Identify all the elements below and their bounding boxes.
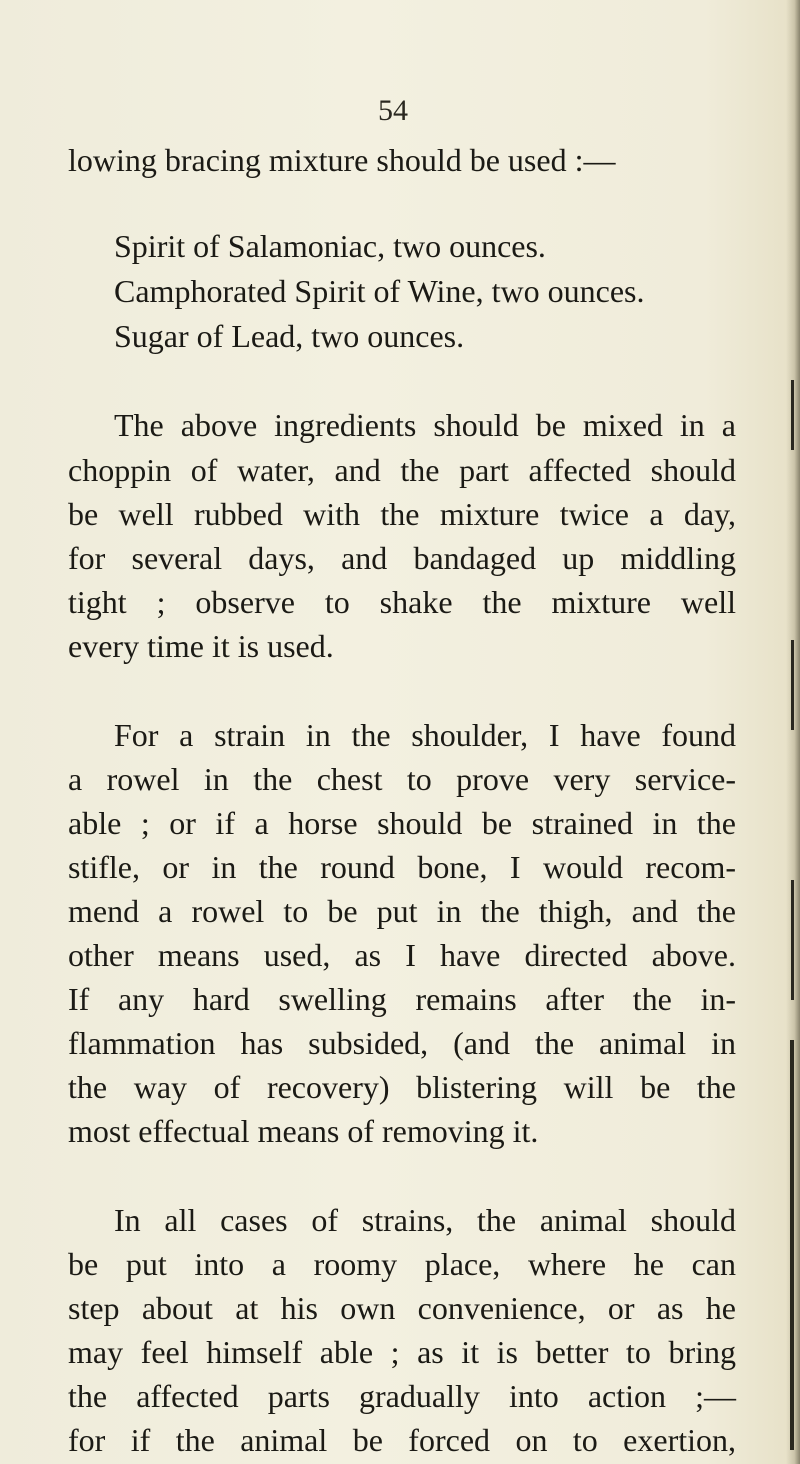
paragraph-line: flammation has subsided, (and the animal in [68, 1025, 736, 1061]
paragraph-line: If any hard swelling remains after the in- [68, 981, 736, 1017]
paragraph-line: choppin of water, and the part affected should [68, 452, 736, 488]
paragraph-line: The above ingredients should be mixed in a [114, 407, 736, 443]
paragraph-line: In all cases of strains, the animal should [114, 1202, 736, 1238]
paragraph-line: mend a rowel to be put in the thigh, and the [68, 893, 736, 929]
paragraph-line: every time it is used. [68, 628, 334, 664]
binding-edge-mark [791, 380, 794, 450]
paragraph-line: able ; or if a horse should be strained in the [68, 805, 736, 841]
recipe-item: Spirit of Salamoniac, two ounces. [114, 228, 546, 264]
page-number: 54 [378, 94, 408, 127]
paragraph-line: For a strain in the shoulder, I have found [114, 717, 736, 753]
paragraph-line: for several days, and bandaged up middling [68, 540, 736, 576]
paragraph-line: the affected parts gradually into action ;— [68, 1378, 736, 1414]
binding-edge-mark [790, 1040, 794, 1450]
paragraph-line: may feel himself able ; as it is better to bring [68, 1334, 736, 1370]
recipe-item: Camphorated Spirit of Wine, two ounces. [114, 273, 645, 309]
binding-edge-mark [791, 880, 794, 1000]
paragraph-line: a rowel in the chest to prove very service- [68, 761, 736, 797]
paragraph-line: tight ; observe to shake the mixture well [68, 584, 736, 620]
paragraph-line: stifle, or in the round bone, I would recom- [68, 849, 736, 885]
opening-line: lowing bracing mixture should be used :— [68, 142, 616, 178]
paragraph-line: for if the animal be forced on to exertion, [68, 1422, 736, 1458]
recipe-item: Sugar of Lead, two ounces. [114, 318, 465, 354]
paragraph-line: step about at his own convenience, or as he [68, 1290, 736, 1326]
paragraph-line: most effectual means of removing it. [68, 1113, 539, 1149]
paragraph-line: be put into a roomy place, where he can [68, 1246, 736, 1282]
paragraph-line: be well rubbed with the mixture twice a day, [68, 496, 736, 532]
binding-edge-mark [791, 640, 794, 730]
paragraph-line: other means used, as I have directed above. [68, 937, 736, 973]
paragraph-line: the way of recovery) blistering will be the [68, 1069, 736, 1105]
